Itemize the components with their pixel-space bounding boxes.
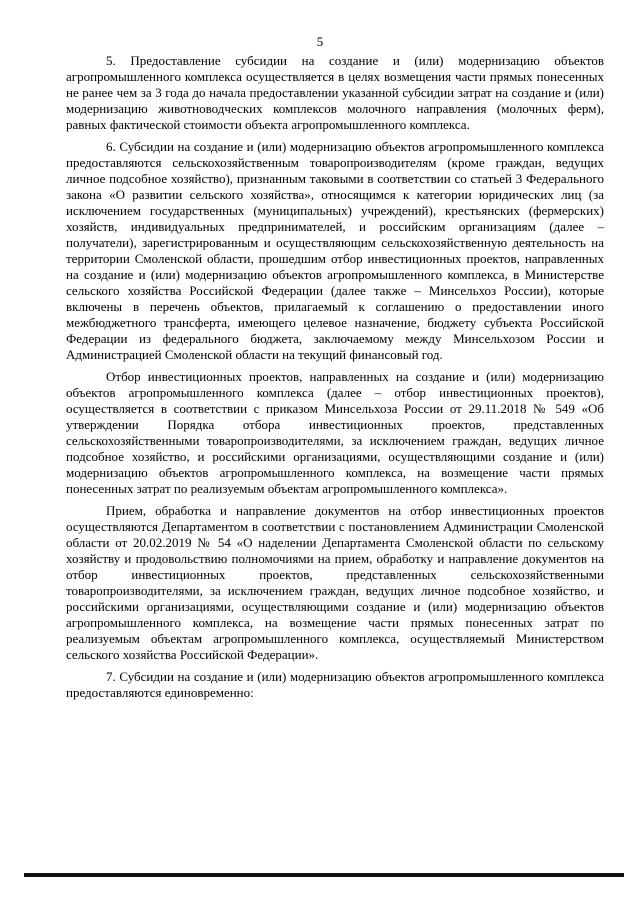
document-body [66, 53, 604, 701]
paragraph-document-processing: Прием, обработка и направление документов на отбор инвестиционных проектов осуществляются Департаментом в соответствии с постановлением Администрации Смоленской области от 20.02.2019 № 54 «О наделении Департамента Смоленской области по сельскому хозяйству и продовольствию полномочиями на прием, обработку и направление документов на отбор инвестиционных проектов, представленных сельскохозяйственными товаропроизводителями, за исключением граждан, ведущих личное подсобное хозяйство, и российскими организациями, осуществляющими создание и (или) модернизацию объектов агропромышленного комплекса, на возмещение части прямых понесенных затрат по реализуемым объектам агропромышленного комплекса, осуществляемый Министерством сельского хозяйства Российской Федерации». [66, 503, 604, 662]
paragraph-5: 5. Предоставление субсидии на создание и (или) модернизацию объектов агропромышленного комплекса осуществляется в целях возмещения части прямых понесенных не ранее чем за 3 года до начала предоставлении указанной субсидии затрат на создание и (или) модернизацию животноводческих комплексов молочного направления (молочных ферм), равных фактической стоимости объекта агропромышленного комплекса. [66, 53, 604, 132]
page-number: 5 [316, 34, 324, 49]
bottom-rule [24, 873, 624, 877]
paragraph-6: 6. Субсидии на создание и (или) модернизацию объектов агропромышленного комплекса предоставляются сельскохозяйственным товаропроизводителям (кроме граждан, ведущих личное подсобное хозяйство), признанным таковыми в соответствии со статьей 3 Федерального закона «О развитии сельского хозяйства», относящимся к категории юридических лиц (за исключением государственных (муниципальных) учреждений), крестьянских (фермерских) хозяйств, индивидуальных предпринимателей, и российским организациям (далее – получатели), зарегистрированным и осуществляющим сельскохозяйственную деятельность на территории Смоленской области, прошедшим отбор инвестиционных проектов, направленных на создание и (или) модернизацию объектов агропромышленного комплекса, в Министерстве сельского хозяйства Российской Федерации (далее также – Минсельхоз России), которые включены в перечень объектов, прилагаемый к соглашению о предоставлении иного межбюджетного трансферта, имеющего целевое назначение, бюджету субъекта Российской Федерации из федерального бюджета, заключаемому между Минсельхозом России и Администрацией Смоленской области на текущий финансовый год. [66, 139, 604, 362]
paragraph-project-selection: Отбор инвестиционных проектов, направленных на создание и (или) модернизацию объектов агропромышленного комплекса (далее – отбор инвестиционных проектов), осуществляется в соответствии с приказом Минсельхоза России от 29.11.2018 № 549 «Об утверждении Порядка отбора инвестиционных проектов, представленных сельскохозяйственными товаропроизводителями, за исключением граждан, ведущих личное подсобное хозяйство, и российскими организациями, осуществляющими создание и (или) модернизацию объектов агропромышленного комплекса, на возмещение части прямых понесенных затрат по реализуемым объектам агропромышленного комплекса». [66, 369, 604, 496]
paragraph-7: 7. Субсидии на создание и (или) модернизацию объектов агропромышленного комплекса предоставляются единовременно: [66, 669, 604, 700]
